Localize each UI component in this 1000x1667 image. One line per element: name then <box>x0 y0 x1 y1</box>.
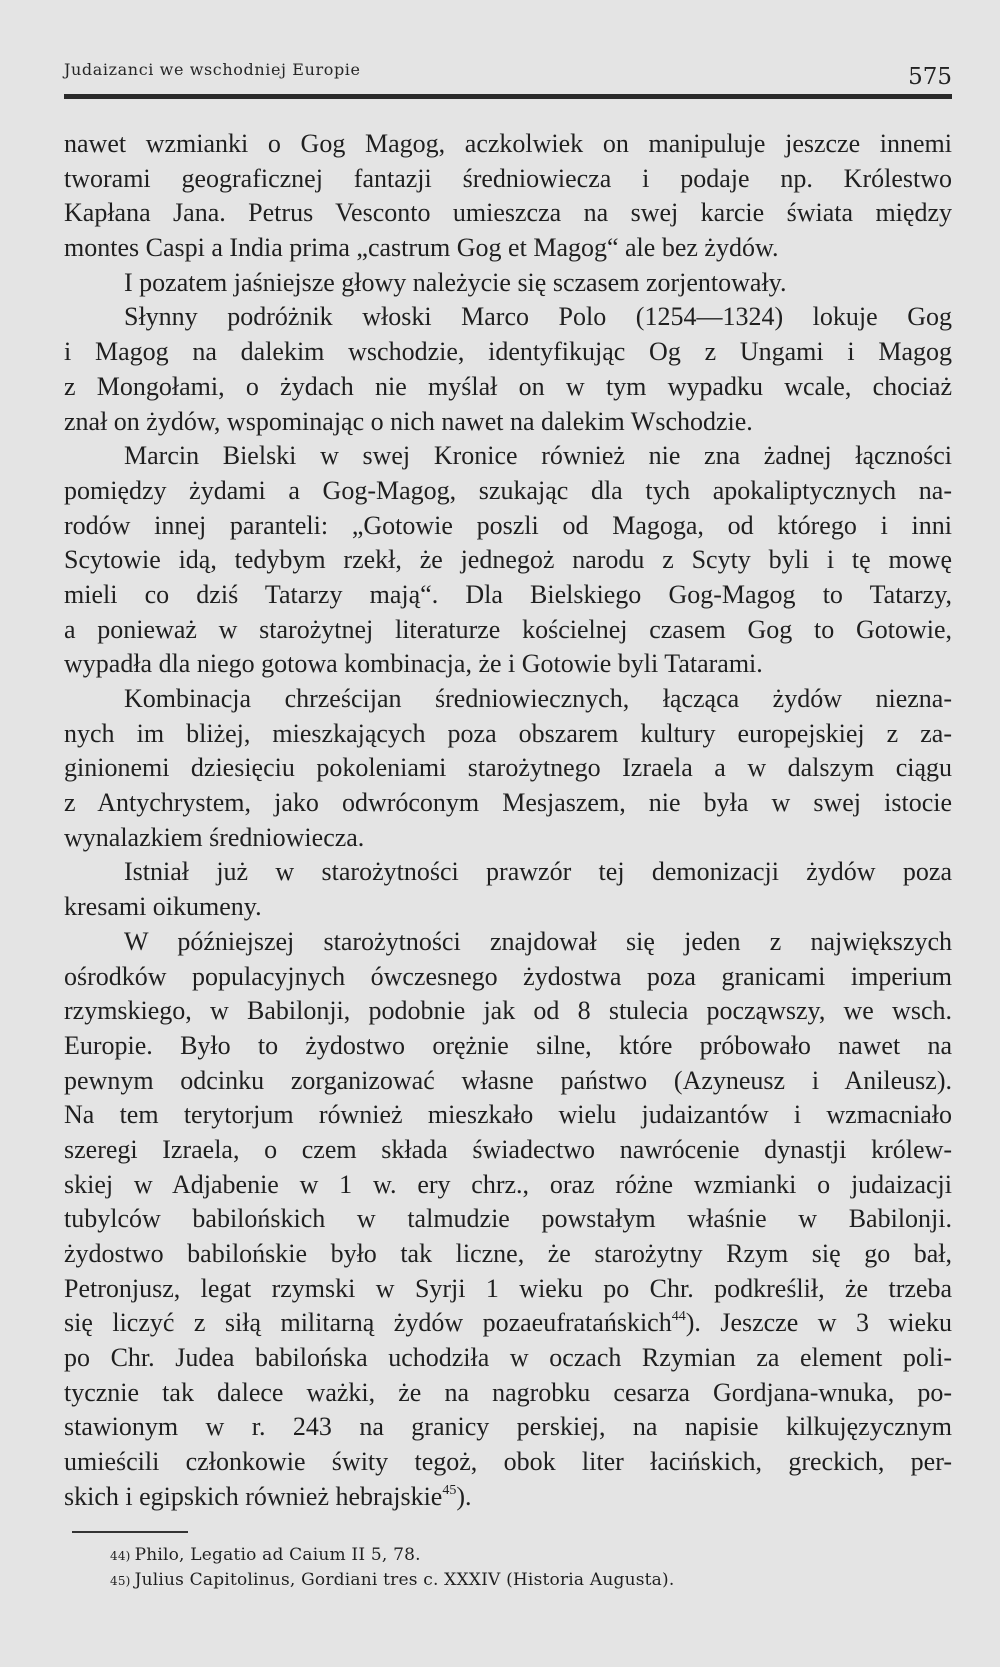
text-line: nych im bliżej, mieszkających poza obszarem kultury europejskiej z za- <box>64 718 952 748</box>
paragraph <box>64 439 952 682</box>
paragraph <box>64 266 952 301</box>
text-line <box>64 1480 952 1515</box>
text-line: mieli co dziś Tatarzy mają“. Dla Bielskiego Gog-Magog to Tatarzy, <box>64 579 952 609</box>
text-line: rzymskiego, w Babilonji, podobnie jak od 8 stulecia począwszy, we wsch. <box>64 996 952 1026</box>
paragraph <box>64 300 952 439</box>
text-line: I pozatem jaśniejsze głowy należycie się sczasem zorjentowały. <box>124 267 787 297</box>
text-line: po Chr. Judea babilońska uchodziła w oczach Rzymian za element poli- <box>64 1343 952 1373</box>
footnote-45 <box>110 1568 674 1593</box>
text-line: z Antychrystem, jako odwróconym Mesjaszem, nie była w swej istocie <box>64 788 952 818</box>
text-line: z Mongołami, o żydach nie myślał on w tym wypadku wcale, chociaż <box>64 371 952 401</box>
footnote-44 <box>110 1543 674 1568</box>
text-line: rodów innej paranteli: „Gotowie poszli od Magoga, od którego i inni <box>64 510 952 540</box>
page-number: 575 <box>908 64 952 90</box>
text-line: Na tem terytorjum również mieszkało wielu judaizantów i wzmacniało <box>64 1100 952 1130</box>
line-text: się liczyć z siłą militarną żydów pozaeufratańskich <box>64 1308 672 1338</box>
text-line: Słynny podróżnik włoski Marco Polo (1254—1324) lokuje Gog <box>124 302 952 332</box>
paragraph <box>64 127 952 266</box>
footnote-number: 44) <box>110 1549 131 1563</box>
text-line: tycznie tak dalece ważki, że na nagrobku cesarza Gordjana-wnuka, po- <box>64 1377 952 1407</box>
text-line: pomiędzy żydami a Gog-Magog, szukając dla tych apokaliptycznych na- <box>64 475 952 505</box>
text-line: Istniał już w starożytności prawzór tej demonizacji żydów poza <box>124 857 952 887</box>
text-line: W późniejszej starożytności znajdował się jeden z największych <box>124 926 952 956</box>
body-text <box>64 127 952 1515</box>
line-text: ). <box>456 1481 472 1511</box>
text-line: Scytowie idą, tedybym rzekł, że jednegoż narodu z Scyty byli i tę mowę <box>64 545 952 575</box>
text-line: znał on żydów, wspominając o nich nawet na dalekim Wschodzie. <box>64 406 753 436</box>
footnote-text: Philo, Legatio ad Caium II 5, 78. <box>134 1545 421 1565</box>
paragraph <box>64 925 952 1515</box>
text-line: montes Caspi a India prima „castrum Gog et Magog“ ale bez żydów. <box>64 233 779 263</box>
footnote-reference: 44 <box>671 1309 686 1325</box>
footnote-text: Julius Capitolinus, Gordiani tres c. XXXIV (Historia Augusta). <box>134 1570 675 1590</box>
text-line: Europie. Było to żydostwo orężnie silne, które próbowało nawet na <box>64 1030 952 1060</box>
text-line: tubylców babilońskich w talmudzie powstałym właśnie w Babilonji. <box>64 1204 952 1234</box>
text-line <box>64 1306 952 1341</box>
text-line: żydostwo babilońskie było tak liczne, że starożytny Rzym się go bał, <box>64 1239 952 1268</box>
line-text: ). Jeszcze w 3 wieku <box>685 1308 952 1338</box>
text-line: szeregi Izraela, o czem składa świadectwo nawrócenie dynastji królew- <box>64 1134 952 1164</box>
footnote-rule <box>72 1531 188 1533</box>
text-line: i Magog na dalekim wschodzie, identyfikując Og z Ungami i Magog <box>64 337 952 367</box>
text-line: Kombinacja chrześcijan średniowiecznych, łącząca żydów niezna- <box>124 684 952 713</box>
text-line: ośrodków populacyjnych ówczesnego żydostwa poza granicami imperium <box>64 961 952 991</box>
text-line: stawionym w r. 243 na granicy perskiej, na napisie kilkujęzycznym <box>64 1412 952 1442</box>
text-line: Kapłana Jana. Petrus Vesconto umieszcza na swej karcie świata między <box>64 198 952 228</box>
footnote-number: 45) <box>110 1574 131 1588</box>
text-line: tworami geograficznej fantazji średniowiecza i podaje np. Królestwo <box>64 163 952 193</box>
text-line: nawet wzmianki o Gog Magog, aczkolwiek on manipuluje jeszcze innemi <box>64 129 952 158</box>
header-rule <box>64 94 952 99</box>
text-line: umieścili członkowie świty tegoż, obok liter łacińskich, greckich, per- <box>64 1447 952 1477</box>
text-line: wypadła dla niego gotowa kombinacja, że i Gotowie byli Tatarami. <box>64 649 763 679</box>
paragraph <box>64 855 952 924</box>
text-line: ginionemi dziesięciu pokoleniami starożytnego Izraela a w dalszym ciągu <box>64 753 952 783</box>
text-line: wynalazkiem średniowiecza. <box>64 822 365 852</box>
text-line: a ponieważ w starożytnej literaturze kościelnej czasem Gog to Gotowie, <box>64 614 952 644</box>
footnote-reference: 45 <box>442 1482 457 1498</box>
text-line: Marcin Bielski w swej Kronice również nie zna żadnej łączności <box>124 441 952 471</box>
text-line: kresami oikumeny. <box>64 892 262 922</box>
text-line: Petronjusz, legat rzymski w Syrji 1 wieku po Chr. podkreślił, że trzeba <box>64 1273 952 1303</box>
line-text: skich i egipskich również hebrajskie <box>64 1481 443 1511</box>
paragraph <box>64 682 952 855</box>
text-line: skiej w Adjabenie w 1 w. ery chrz., oraz różne wzmianki o judaizacji <box>64 1169 952 1199</box>
text-line: pewnym odcinku zorganizować własne państwo (Azyneusz i Anileusz). <box>64 1065 952 1095</box>
footnotes <box>110 1543 674 1593</box>
running-title: Judaizanci we wschodniej Europie <box>64 60 361 79</box>
